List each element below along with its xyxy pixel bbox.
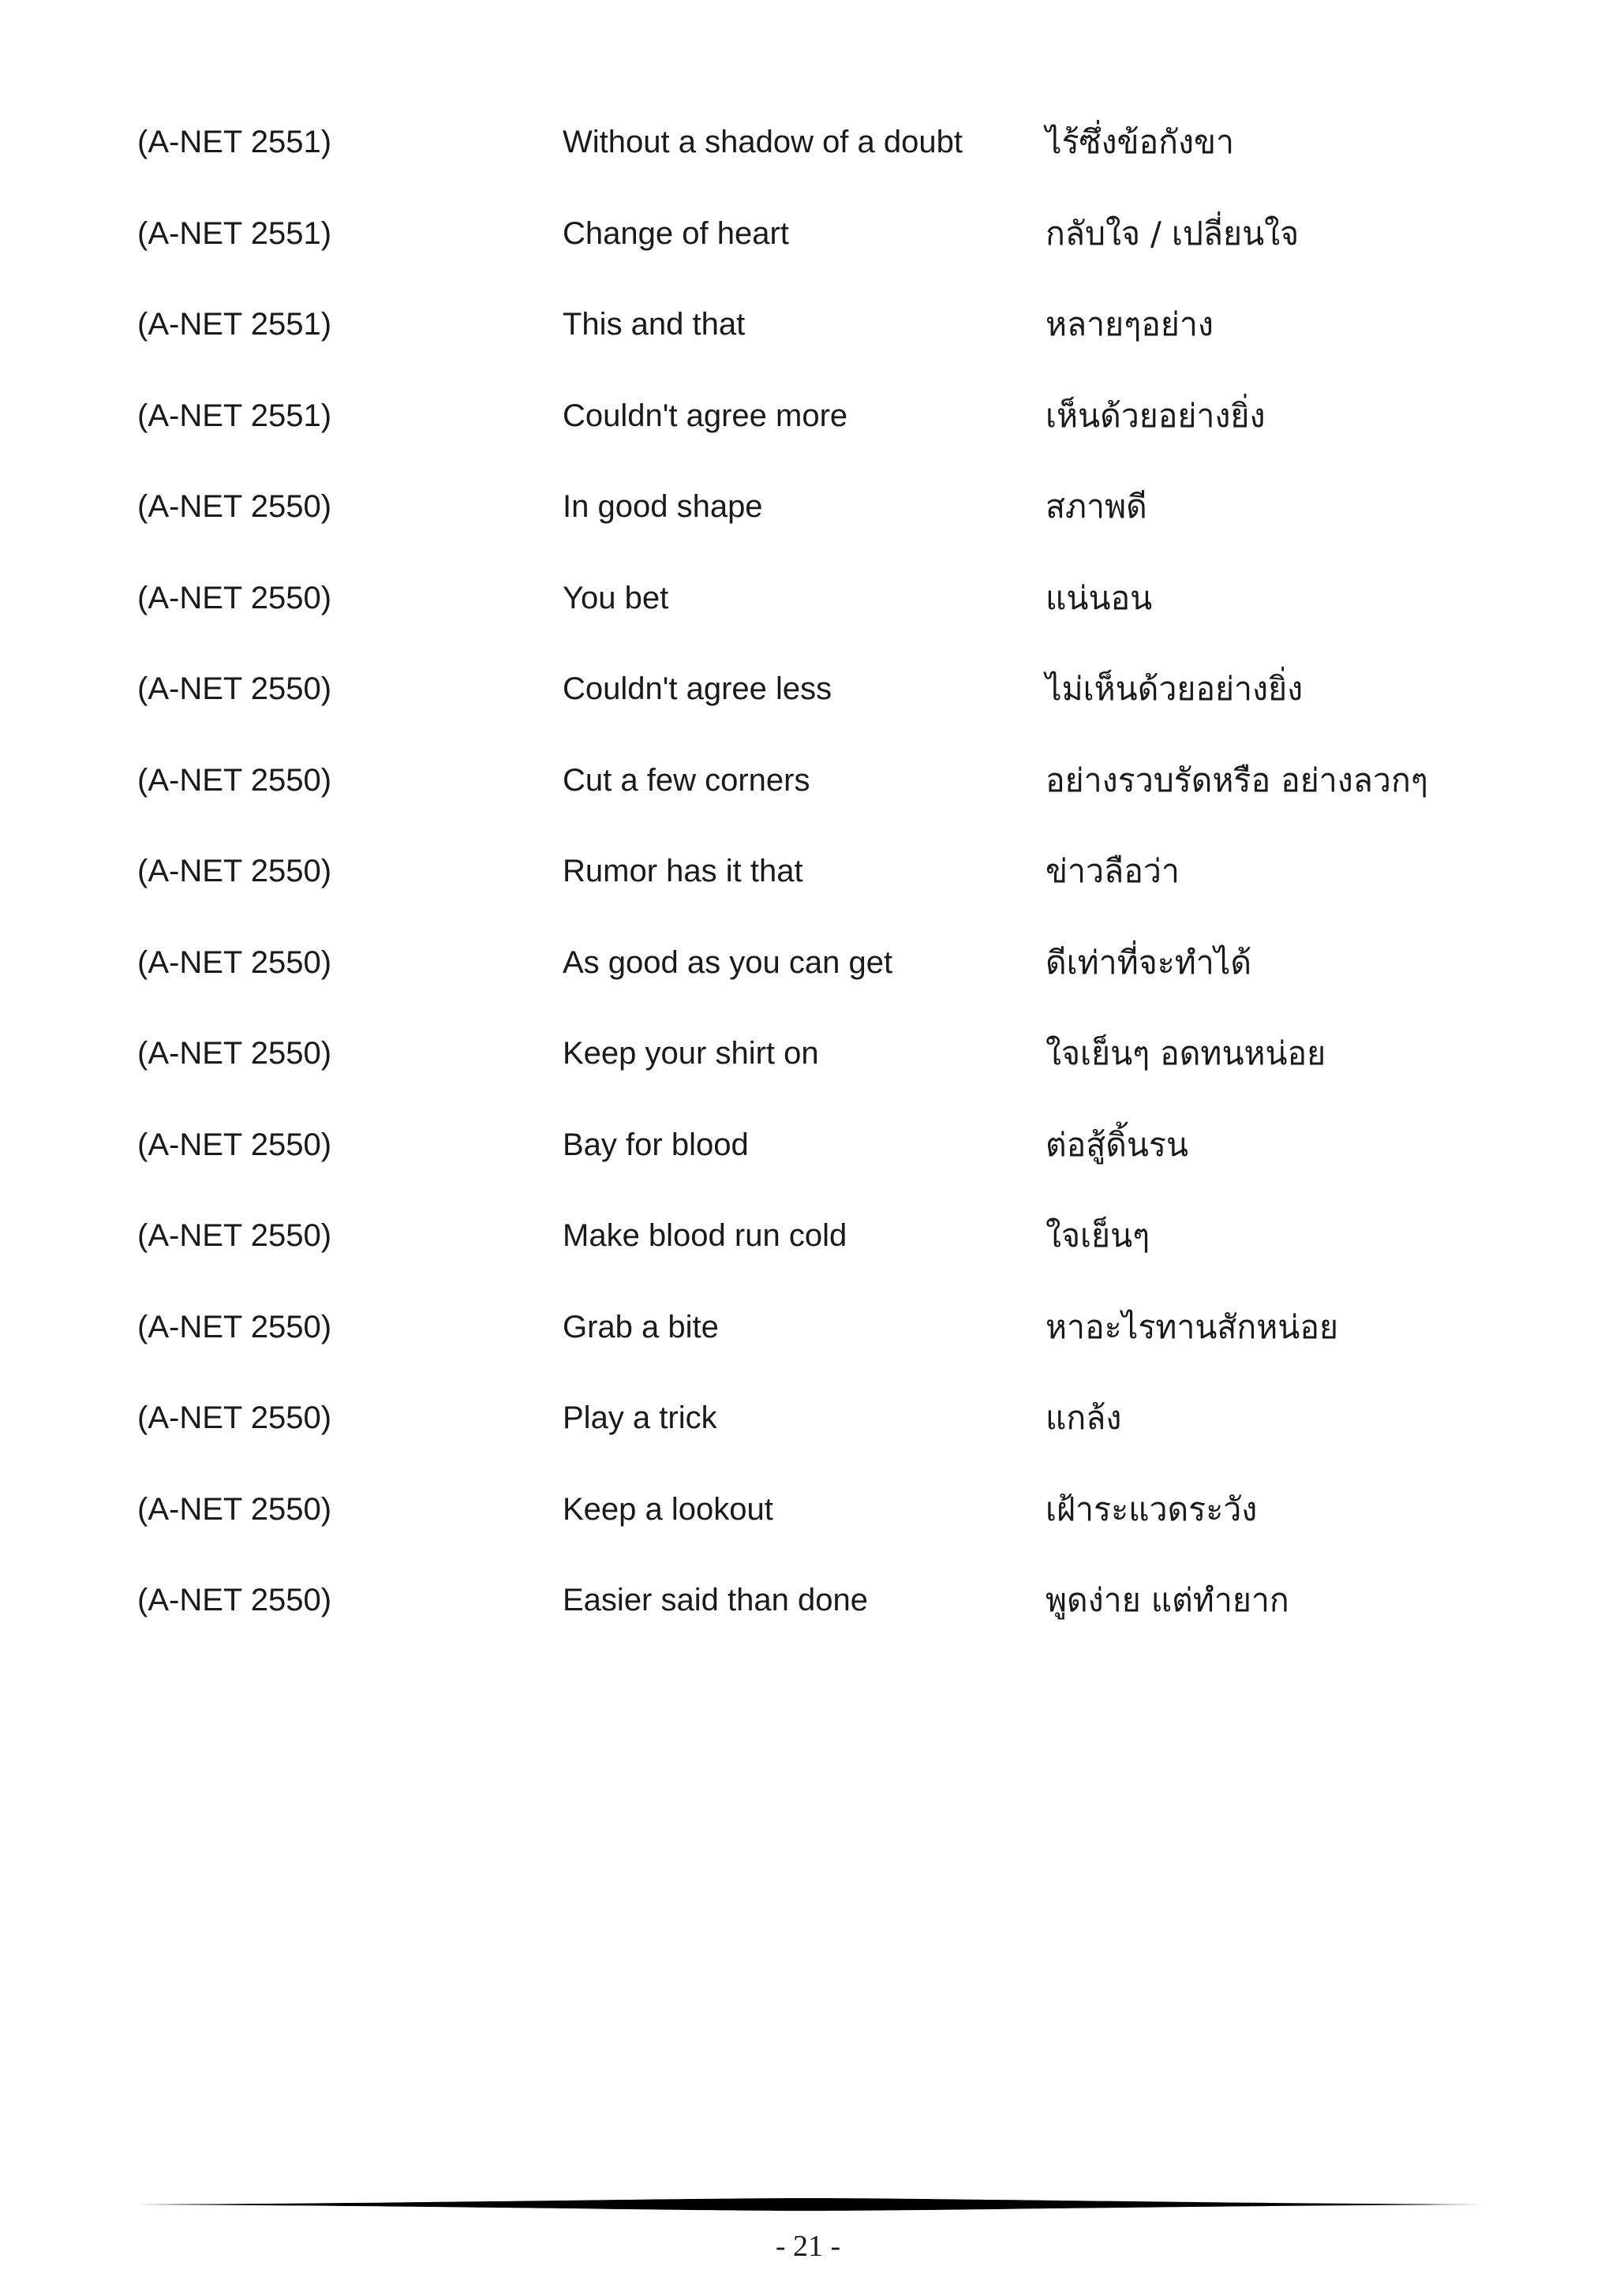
english-idiom: In good shape — [563, 489, 763, 524]
thai-meaning: ไม่เห็นด้วยอย่างยิ่ง — [1046, 670, 1304, 708]
thai-meaning: กลับใจ / เปลี่ยนใจ — [1046, 214, 1300, 252]
idiom-list — [0, 118, 1616, 1668]
exam-source: (A-NET 2550) — [137, 1036, 332, 1071]
list-item — [0, 118, 1616, 210]
thai-meaning: ใจเย็นๆ — [1046, 1217, 1150, 1255]
thai-meaning: ใจเย็นๆ อดทนหน่อย — [1046, 1034, 1326, 1072]
english-idiom: Grab a bite — [563, 1309, 719, 1344]
list-item — [0, 1486, 1616, 1577]
exam-source: (A-NET 2550) — [137, 1583, 332, 1617]
list-item — [0, 1394, 1616, 1486]
thai-meaning: แกล้ง — [1046, 1399, 1122, 1437]
exam-source: (A-NET 2550) — [137, 1491, 332, 1527]
exam-source: (A-NET 2551) — [137, 125, 332, 159]
english-idiom: Rumor has it that — [563, 854, 803, 888]
list-item — [0, 939, 1616, 1030]
exam-source: (A-NET 2551) — [137, 307, 332, 342]
exam-source: (A-NET 2550) — [137, 1400, 332, 1435]
english-idiom: Change of heart — [563, 215, 789, 251]
thai-meaning: สภาพดี — [1046, 488, 1147, 525]
english-idiom: Cut a few corners — [563, 762, 810, 798]
list-item — [0, 757, 1616, 848]
thai-meaning: หลายๆอย่าง — [1046, 305, 1214, 343]
english-idiom: Bay for blood — [563, 1127, 749, 1162]
exam-source: (A-NET 2550) — [137, 944, 332, 980]
exam-source: (A-NET 2550) — [137, 489, 332, 524]
list-item — [0, 665, 1616, 757]
list-item — [0, 1576, 1616, 1668]
english-idiom: This and that — [563, 307, 746, 342]
thai-meaning: พูดง่าย แต่ทำยาก — [1046, 1581, 1289, 1619]
english-idiom: Play a trick — [563, 1400, 717, 1435]
footer-divider — [137, 2195, 1483, 2214]
list-item — [0, 1030, 1616, 1121]
list-item — [0, 1303, 1616, 1395]
exam-source: (A-NET 2550) — [137, 580, 332, 615]
exam-source: (A-NET 2551) — [137, 398, 332, 433]
exam-source: (A-NET 2550) — [137, 1127, 332, 1162]
list-item — [0, 1121, 1616, 1213]
list-item — [0, 392, 1616, 484]
thai-meaning: หาอะไรทานสักหน่อย — [1046, 1307, 1338, 1346]
exam-source: (A-NET 2550) — [137, 1309, 332, 1344]
english-idiom: Couldn't agree less — [563, 671, 832, 706]
exam-source: (A-NET 2550) — [137, 671, 332, 706]
exam-source: (A-NET 2550) — [137, 1218, 332, 1253]
thai-meaning: เห็นด้วยอย่างยิ่ง — [1046, 396, 1266, 435]
thai-meaning: อย่างรวบรัดหรือ อย่างลวกๆ — [1046, 761, 1428, 799]
exam-source: (A-NET 2551) — [137, 215, 332, 251]
list-item — [0, 483, 1616, 574]
exam-source: (A-NET 2550) — [137, 854, 332, 888]
thai-meaning: แน่นอน — [1046, 578, 1153, 617]
thai-meaning: ต่อสู้ดิ้นรน — [1046, 1125, 1188, 1164]
english-idiom: Couldn't agree more — [563, 398, 848, 433]
exam-source: (A-NET 2550) — [137, 762, 332, 798]
list-item — [0, 301, 1616, 392]
english-idiom: Easier said than done — [563, 1583, 868, 1617]
thai-meaning: ข่าวลือว่า — [1046, 852, 1180, 890]
thai-meaning: ดีเท่าที่จะทำได้ — [1046, 943, 1252, 982]
list-item — [0, 574, 1616, 666]
list-item — [0, 847, 1616, 939]
list-item — [0, 1212, 1616, 1303]
thai-meaning: เฝ้าระแวดระวัง — [1046, 1490, 1258, 1528]
english-idiom: Make blood run cold — [563, 1218, 847, 1253]
english-idiom: Keep a lookout — [563, 1491, 773, 1527]
english-idiom: You bet — [563, 580, 669, 615]
english-idiom: Keep your shirt on — [563, 1036, 819, 1071]
english-idiom: Without a shadow of a doubt — [563, 125, 963, 159]
list-item — [0, 210, 1616, 301]
thai-meaning: ไร้ซึ่งข้อกังขา — [1046, 123, 1235, 161]
english-idiom: As good as you can get — [563, 944, 893, 980]
page-number: - 21 - — [775, 2230, 841, 2263]
